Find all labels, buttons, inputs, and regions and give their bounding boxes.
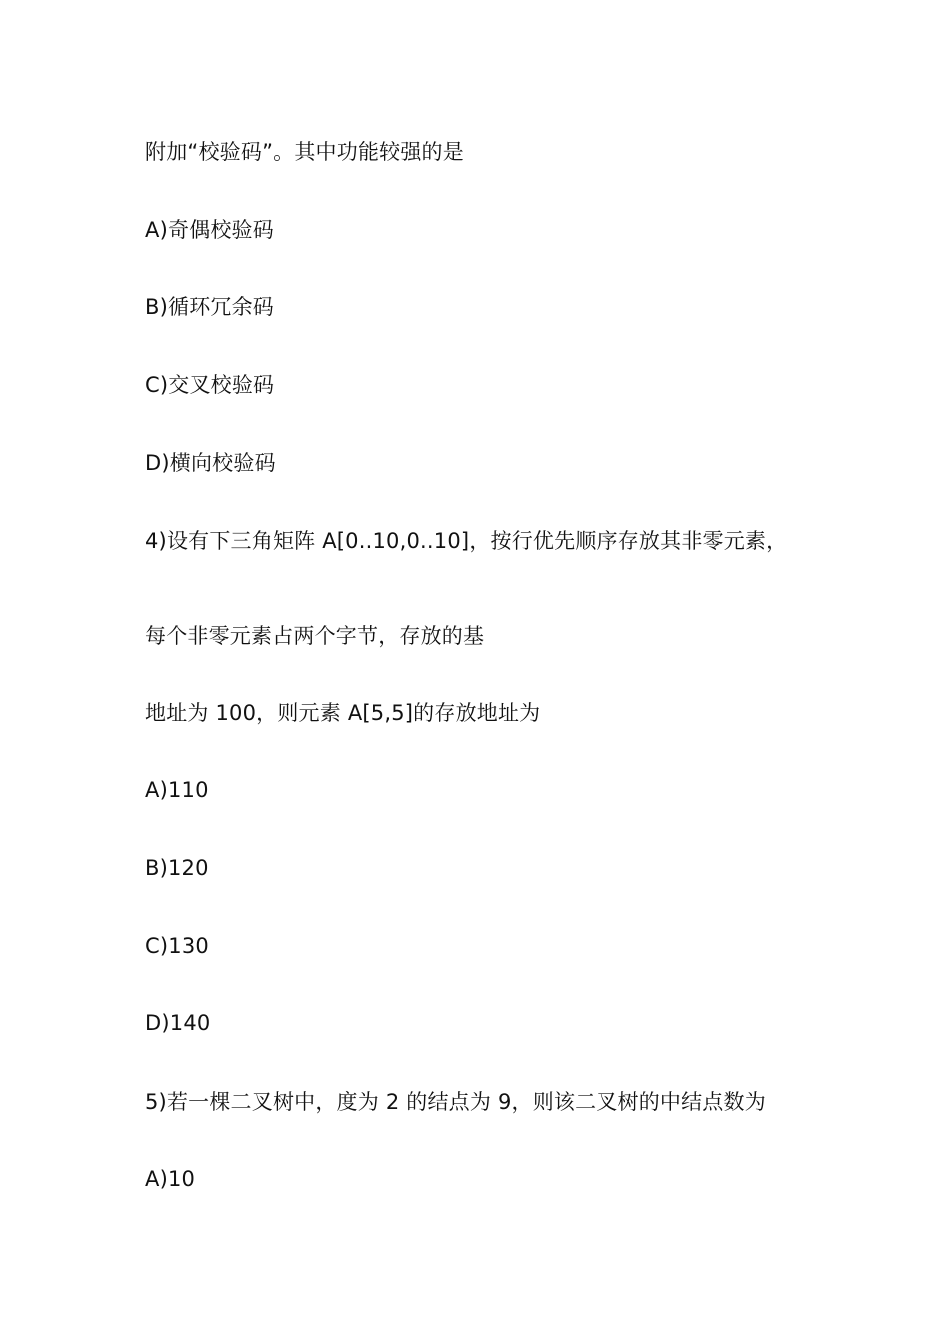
question-4-text: 4)设有下三角矩阵 A[0..10,0..10]，按行优先顺序存放其非零元素， [145,529,788,553]
text-line-question-continuation: 附加“校验码”。其中功能较强的是 [145,140,464,164]
option-a-text: A)奇偶校验码 [145,218,274,242]
option-a-text: A)10 [145,1167,196,1191]
question-4-text-line-2: 每个非零元素占两个字节，存放的基 [145,624,485,648]
option-a-text: A)110 [145,778,209,802]
question-5-text: 5)若一棵二叉树中，度为 2 的结点为 9，则该二叉树的中结点数为 [145,1090,766,1114]
option-d-text: D)横向校验码 [145,451,276,475]
option-b-text: B)循环冗余码 [145,295,274,319]
option-c-text: C)交叉校验码 [145,373,275,397]
option-c-text: C)130 [145,934,209,958]
option-d-text: D)140 [145,1011,211,1035]
question-4-text-line-3: 地址为 100，则元素 A[5,5]的存放地址为 [145,701,541,725]
option-b-text: B)120 [145,856,209,880]
